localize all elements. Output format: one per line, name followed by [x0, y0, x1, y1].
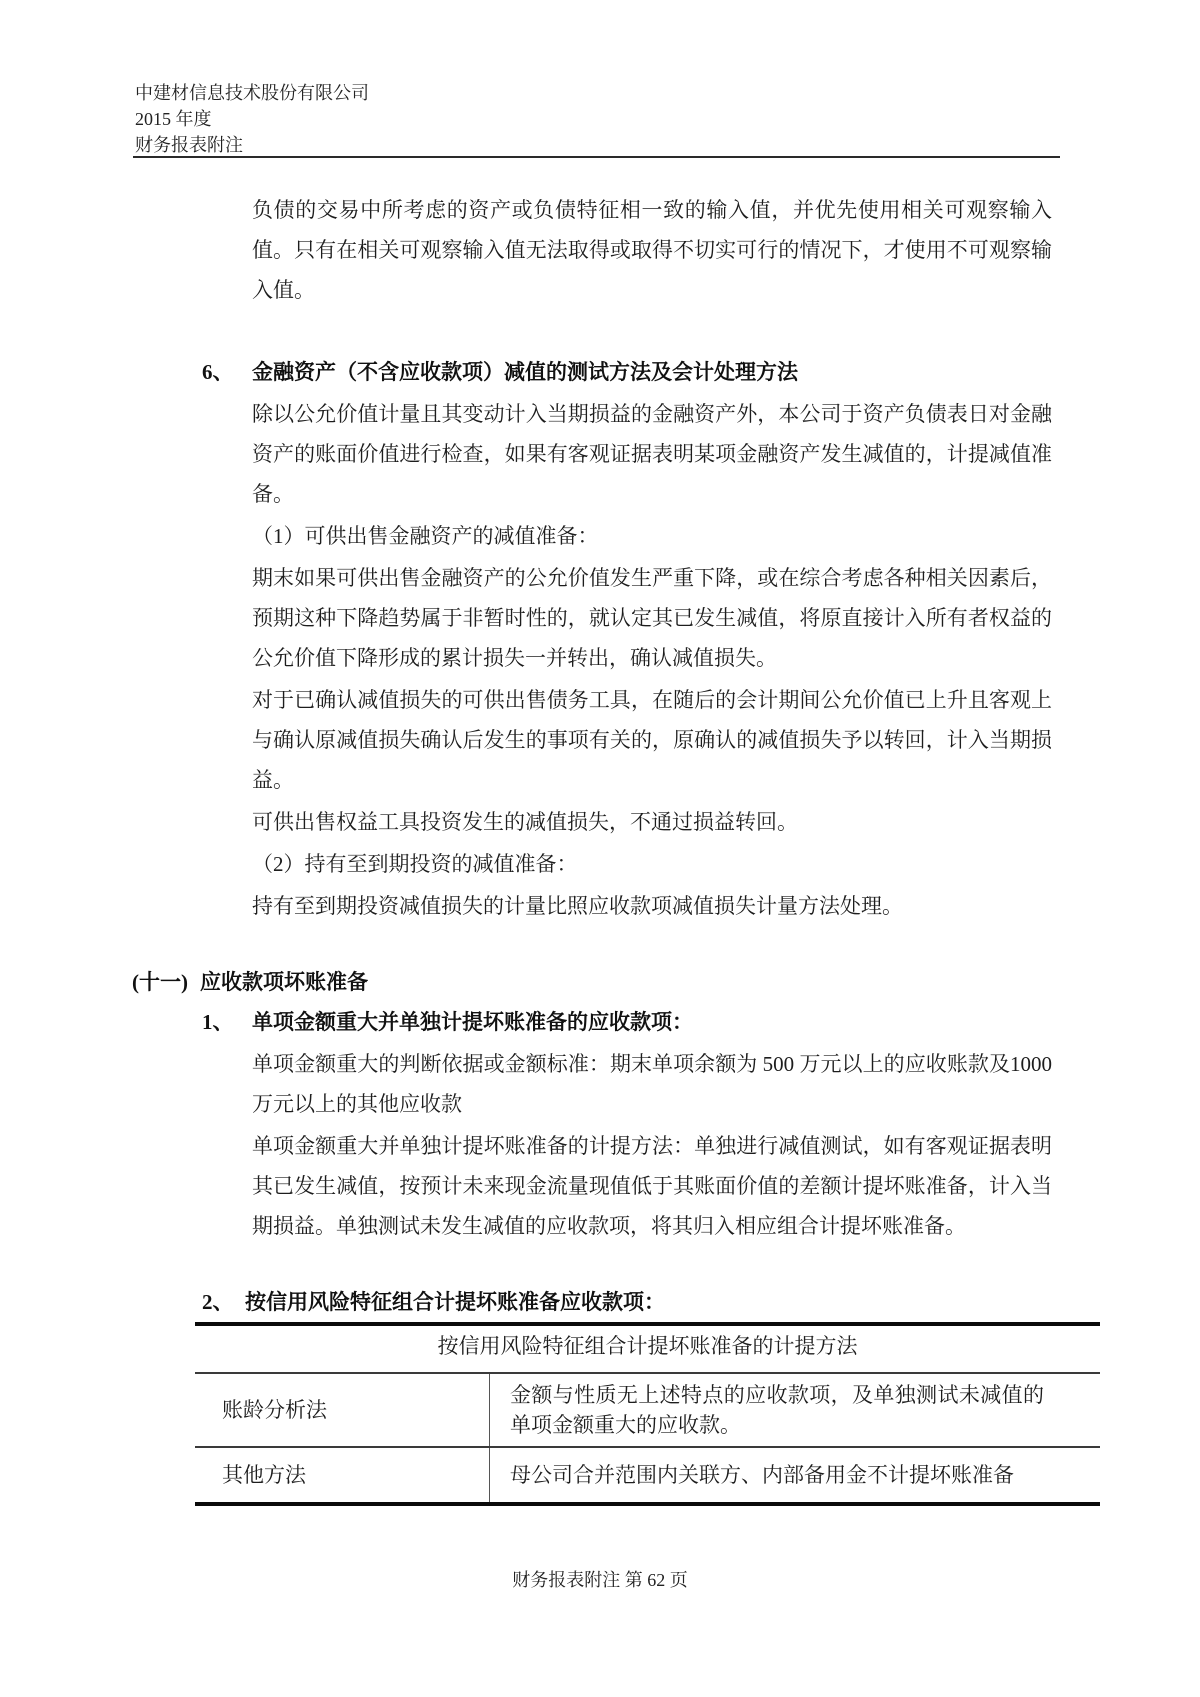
sub1-number: 1、 — [202, 1010, 234, 1034]
method-cell: 账龄分析法 — [195, 1374, 490, 1446]
section-6-paragraph: （2）持有至到期投资的减值准备： — [252, 852, 578, 876]
sub1-title: 单项金额重大并单独计提坏账准备的应收款项： — [252, 1010, 693, 1034]
company-name: 中建材信息技术股份有限公司 — [135, 83, 369, 103]
section-11-number: (十一) — [132, 970, 188, 994]
section-6-paragraph: （1）可供出售金融资产的减值准备： — [252, 524, 599, 548]
table-body — [195, 1372, 1100, 1502]
section-11-heading — [0, 962, 1200, 1002]
sub1-paragraph: 单项金额重大的判断依据或金额标准：期末单项余额为 500 万元以上的应收账款及1000 万元以上的其他应收款 — [252, 1052, 1052, 1116]
section-6-paragraph: 期末如果可供出售金融资产的公允价值发生严重下降，或在综合考虑各种相关因素后，预期这种下降趋势属于非暂时性的，就认定其已发生减值，将原直接计入所有者权益的公允价值下降形成的累计损失一并转出，确认减值损失。 — [252, 566, 1052, 670]
section-11-sub2-heading-block — [195, 1282, 1100, 1326]
page-footer — [0, 1566, 1200, 1592]
section-6-paragraph: 对于已确认减值损失的可供出售债务工具，在随后的会计期间公允价值已上升且客观上与确认原减值损失确认后发生的事项有关的，原确认的减值损失予以转回，计入当期损益。 — [252, 688, 1052, 792]
table-row — [195, 1446, 1100, 1502]
fiscal-year: 2015 年度 — [135, 109, 212, 129]
header-divider — [133, 156, 1060, 158]
section-6-paragraph: 持有至到期投资减值损失的计量比照应收款项减值损失计量方法处理。 — [252, 894, 903, 918]
table-row — [195, 1374, 1100, 1446]
page-number: 财务报表附注 第 62 页 — [512, 1570, 688, 1590]
section-11-sub2-heading — [195, 1282, 1100, 1322]
section-11-sub1-heading — [0, 1002, 1200, 1042]
section-6-heading — [0, 352, 1200, 392]
intro-paragraph: 负债的交易中所考虑的资产或负债特征相一致的输入值，并优先使用相关可观察输入值。只有在相关可观察输入值无法取得或取得不切实可行的情况下，才使用不可观察输入值。 — [252, 198, 1052, 302]
sub1-paragraph: 单项金额重大并单独计提坏账准备的计提方法：单独进行减值测试，如有客观证据表明其已发生减值，按预计未来现金流量现值低于其账面价值的差额计提坏账准备，计入当期损益。单独测试未发生减值的应收款项，将其归入相应组合计提坏账准备。 — [252, 1134, 1052, 1238]
table-caption: 按信用风险特征组合计提坏账准备的计提方法 — [437, 1334, 858, 1358]
section-6-paragraph: 除以公允价值计量且其变动计入当期损益的金融资产外，本公司于资产负债表日对金融资产的账面价值进行检查，如果有客观证据表明某项金融资产发生减值的，计提减值准备。 — [252, 402, 1052, 506]
page-header — [135, 80, 369, 158]
provision-method-table — [195, 1326, 1100, 1506]
method-cell: 其他方法 — [195, 1448, 490, 1502]
document-title: 财务报表附注 — [135, 135, 243, 155]
section-6-paragraph: 可供出售权益工具投资发生的减值损失，不通过损益转回。 — [252, 810, 798, 834]
document-body — [0, 160, 1200, 1506]
description-cell: 母公司合并范围内关联方、内部备用金不计提坏账准备 — [510, 1463, 1014, 1487]
section-6-title: 金融资产（不含应收款项）减值的测试方法及会计处理方法 — [252, 360, 798, 384]
section-11-title: 应收款项坏账准备 — [200, 970, 368, 994]
description-cell: 金额与性质无上述特点的应收款项，及单独测试未减值的单项金额重大的应收款。 — [510, 1383, 1044, 1437]
sub2-title: 按信用风险特征组合计提坏账准备应收款项： — [245, 1290, 665, 1314]
section-6-number: 6、 — [202, 360, 234, 384]
sub2-number: 2、 — [202, 1290, 234, 1314]
